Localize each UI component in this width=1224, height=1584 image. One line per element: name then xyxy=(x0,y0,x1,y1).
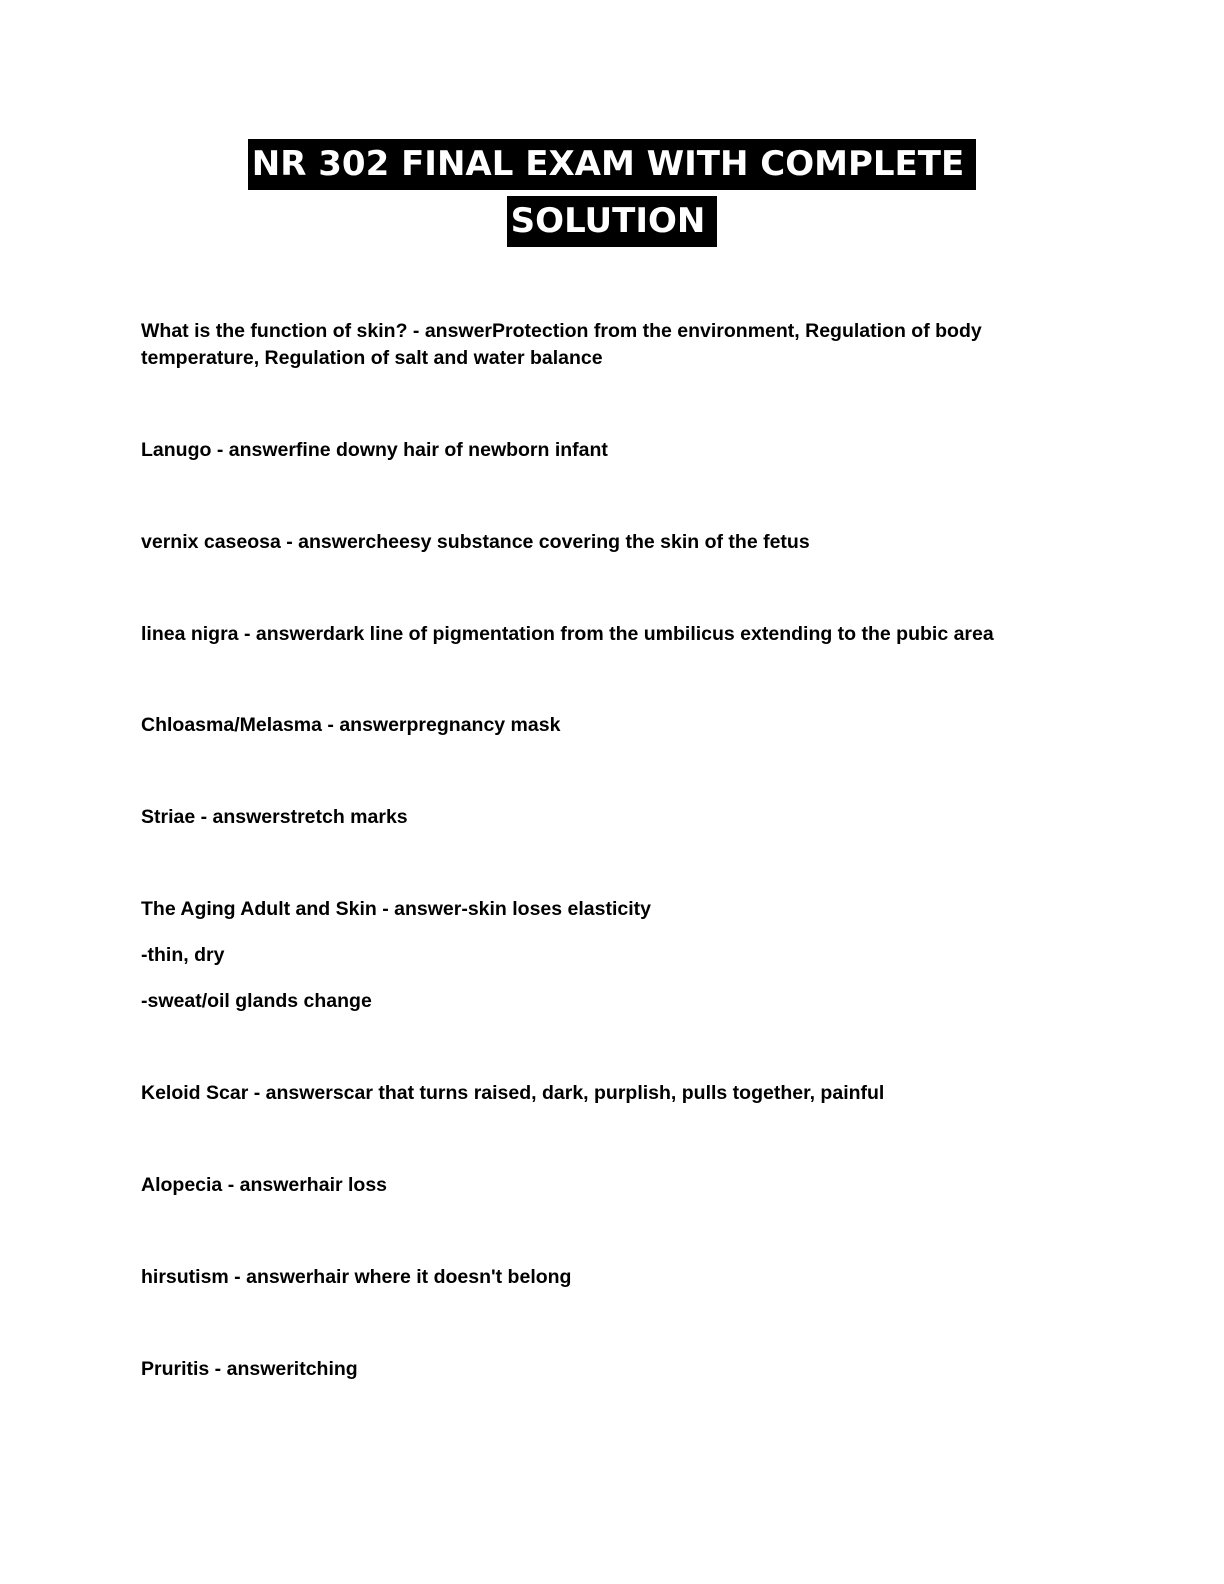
entry-hirsutism: hirsutism - answerhair where it doesn't belong xyxy=(141,1266,572,1288)
entry-pruritis: Pruritis - answeritching xyxy=(141,1358,358,1380)
entry-aging-glands: -sweat/oil glands change xyxy=(141,990,372,1012)
document-title xyxy=(0,139,1224,253)
title-line-1: NR 302 FINAL EXAM WITH COMPLETE xyxy=(248,139,976,190)
entry-aging-thin-dry: -thin, dry xyxy=(141,944,225,966)
entry-striae: Striae - answerstretch marks xyxy=(141,806,408,828)
entry-skin-function: What is the function of skin? - answerProtection from the environment, Regulation of body temperature, Regulation of salt and water balance xyxy=(141,320,988,369)
entry-alopecia: Alopecia - answerhair loss xyxy=(141,1174,388,1196)
entry-aging-adult-skin: The Aging Adult and Skin - answer-skin loses elasticity xyxy=(141,898,651,920)
entry-vernix-caseosa: vernix caseosa - answercheesy substance covering the skin of the fetus xyxy=(141,531,810,553)
entry-lanugo: Lanugo - answerfine downy hair of newborn infant xyxy=(141,439,608,461)
entry-linea-nigra: linea nigra - answerdark line of pigmentation from the umbilicus extending to the pubic area xyxy=(141,623,994,645)
entry-keloid-scar: Keloid Scar - answerscar that turns raised, dark, purplish, pulls together, painful xyxy=(141,1082,885,1104)
entry-chloasma: Chloasma/Melasma - answerpregnancy mask xyxy=(141,714,561,736)
title-line-2: SOLUTION xyxy=(507,196,718,247)
